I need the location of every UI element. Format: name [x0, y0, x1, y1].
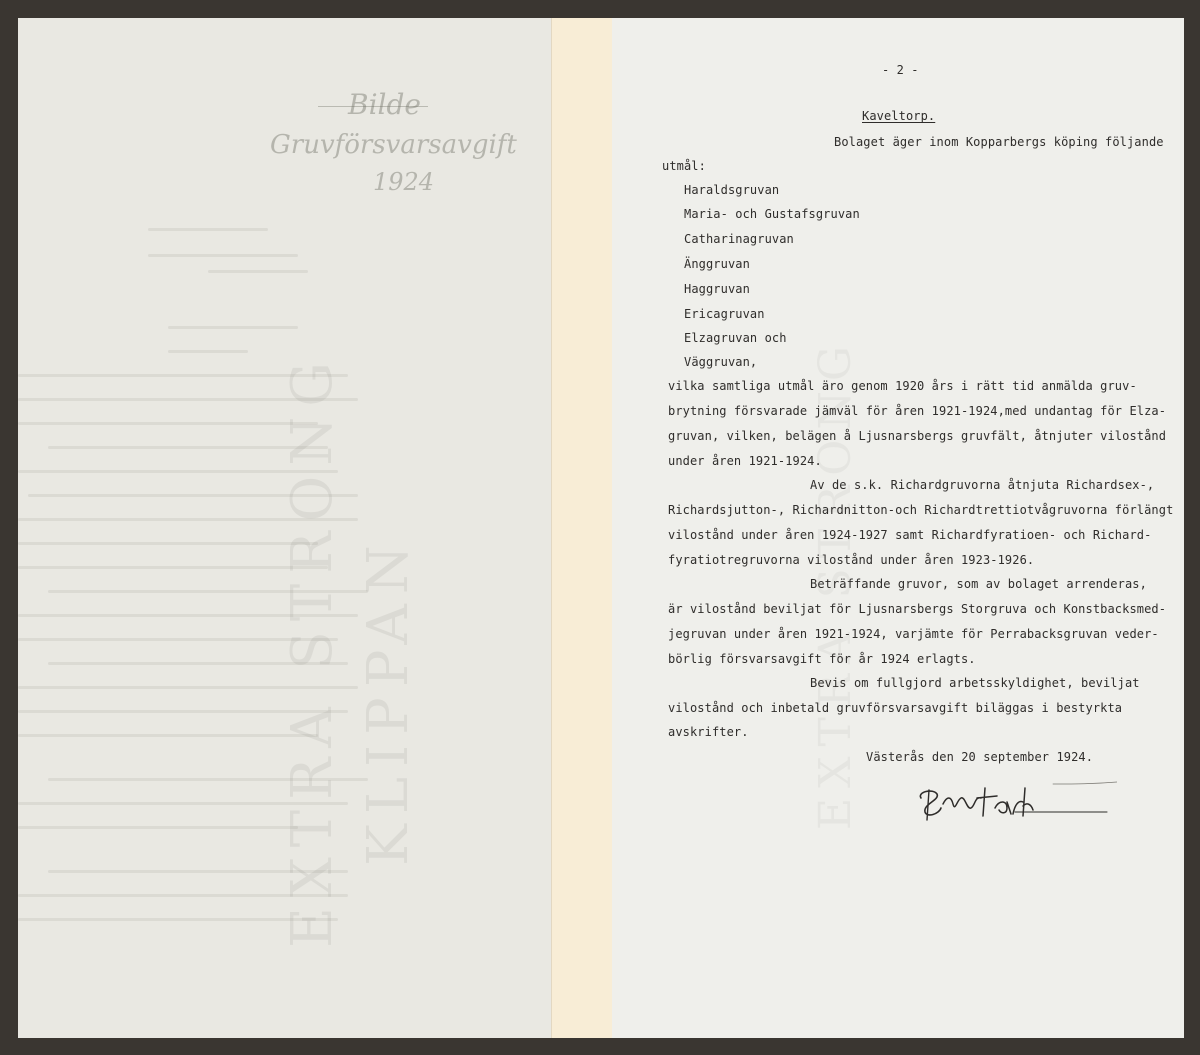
paragraph-line: avskrifter. [668, 725, 749, 739]
paragraph-line: vilka samtliga utmål äro genom 1920 års i rätt tid anmälda gruv- [668, 379, 1137, 393]
pencil-note-gruvforsvarsavgift: Gruvförsvarsavgift [270, 130, 517, 160]
mine-list-item: Väggruvan, [684, 355, 758, 369]
bleed-through-line [48, 446, 328, 449]
paragraph-line: börlig försvarsavgift för år 1924 erlagts. [668, 652, 976, 666]
mine-list-item: Elzagruvan och [684, 331, 787, 345]
mine-list-item: Haraldsgruvan [684, 183, 780, 197]
pencil-note-year: 1924 [373, 168, 435, 196]
section-heading: Kaveltorp. [862, 109, 936, 123]
bleed-through-line [168, 326, 298, 329]
bleed-through-line [18, 422, 318, 425]
bleed-through-line [18, 566, 328, 569]
bleed-through-line [18, 734, 318, 737]
bleed-through-line [208, 270, 308, 273]
intro-line: utmål: [662, 159, 706, 173]
bleed-through-line [148, 228, 268, 231]
paragraph-line: fyratiotregruvorna vilostånd under åren 1923-1926. [668, 553, 1035, 567]
paragraph-line: är vilostånd beviljat för Ljusnarsbergs Storgruva och Konstbacksmed- [668, 602, 1167, 616]
bleed-through-line [18, 398, 358, 401]
scanned-document-spread [18, 18, 1184, 1038]
bleed-through-line [28, 494, 358, 497]
paper-fold-strip [551, 18, 613, 1038]
bleed-through-line [18, 894, 348, 897]
paragraph-line: vilostånd under åren 1924-1927 samt Richardfyratioen- och Richard- [668, 528, 1152, 542]
bleed-through-line [18, 686, 358, 689]
left-watermark-extra-strong: EXTRA STRONG [280, 351, 345, 948]
bleed-through-line [148, 254, 298, 257]
page-number: - 2 - [882, 63, 919, 77]
bleed-through-line [18, 710, 348, 713]
mine-list-item: Änggruvan [684, 257, 750, 271]
paragraph-line: Beträffande gruvor, som av bolaget arrenderas, [810, 577, 1147, 591]
bleed-through-line [18, 802, 348, 805]
intro-line: Bolaget äger inom Kopparbergs köping följande [834, 135, 1164, 149]
bleed-through-line [18, 638, 338, 641]
bleed-through-line [168, 350, 248, 353]
bleed-through-line [18, 470, 338, 473]
mine-list-item: Catharinagruvan [684, 232, 794, 246]
paragraph-line: Bevis om fullgjord arbetsskyldighet, beviljat [810, 676, 1140, 690]
bleed-through-line [48, 662, 348, 665]
bleed-through-line [18, 518, 358, 521]
bleed-through-line [48, 778, 368, 781]
paragraph-line: gruvan, vilken, belägen å Ljusnarsbergs gruvfält, åtnjuter vilostånd [668, 429, 1167, 443]
handwritten-signature [907, 774, 1117, 826]
mine-list-item: Ericagruvan [684, 307, 765, 321]
bleed-through-line [18, 374, 348, 377]
right-watermark-extra-strong: EXTRA STRONG [810, 335, 861, 830]
bleed-through-line [18, 614, 358, 617]
paragraph-line: Av de s.k. Richardgruvorna åtnjuta Richardsex-, [810, 478, 1155, 492]
left-watermark-klippan: KLIPPAN [356, 535, 421, 866]
paragraph-line: vilostånd och inbetald gruvförsvarsavgift biläggas i bestyrkta [668, 701, 1123, 715]
pencil-note-bilde: Bilde [348, 88, 421, 121]
paragraph-line: jegruvan under åren 1921-1924, varjämte för Perrabacksgruvan veder- [668, 627, 1159, 641]
mine-list-item: Haggruvan [684, 282, 750, 296]
left-page-reverse-side [18, 18, 551, 1038]
paragraph-line: under åren 1921-1924. [668, 454, 822, 468]
bleed-through-line [18, 918, 338, 921]
right-page-typed-letter [612, 18, 1184, 1038]
place-and-date: Västerås den 20 september 1924. [866, 750, 1094, 764]
bleed-through-line [18, 826, 298, 829]
mine-list-item: Maria- och Gustafsgruvan [684, 207, 860, 221]
paragraph-line: Richardsjutton-, Richardnitton-och Richardtrettiotvågruvorna förlängt [668, 503, 1174, 517]
paragraph-line: brytning försvarade jämväl för åren 1921-1924,med undantag för Elza- [668, 404, 1167, 418]
bleed-through-line [48, 590, 368, 593]
bleed-through-line [48, 870, 348, 873]
bleed-through-line [18, 542, 318, 545]
